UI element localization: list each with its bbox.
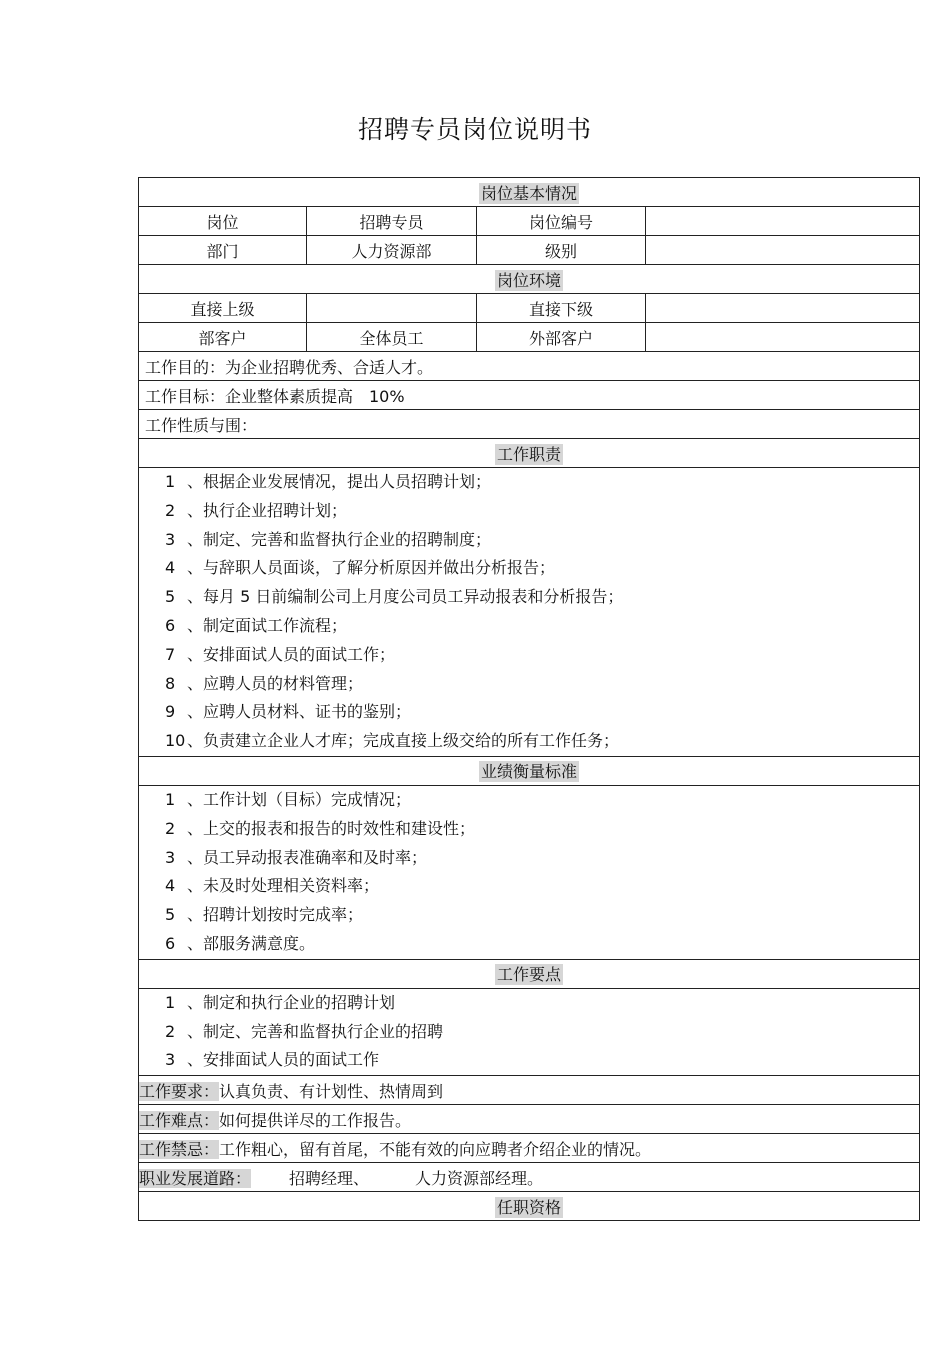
difficulty-row xyxy=(139,1105,920,1134)
dept-row xyxy=(139,236,920,265)
kpi-list xyxy=(139,785,920,959)
list-item: 2 、执行企业招聘计划； xyxy=(165,500,348,520)
list-item: 1 、根据企业发展情况，提出人员招聘计划； xyxy=(165,472,492,491)
list-item: 1 、制定和执行企业的招聘计划 xyxy=(165,992,396,1012)
career-step-1: 招聘经理、 xyxy=(289,1168,370,1188)
list-item: 3 、安排面试人员的面试工作 xyxy=(165,1050,380,1070)
taboo-text: 工作粗心，留有首尾，不能有效的向应聘者介绍企业的情况。 xyxy=(219,1139,652,1159)
nature-row xyxy=(139,410,920,439)
section-header-row xyxy=(139,959,920,988)
superior-row xyxy=(139,294,920,323)
post-code-value xyxy=(646,207,920,236)
dept-value: 人力资源部 xyxy=(307,236,477,265)
kpi-header: 业绩衡量标准 xyxy=(481,762,578,782)
section-header-row xyxy=(139,265,920,294)
post-value: 招聘专员 xyxy=(307,207,477,236)
env-header: 岗位环境 xyxy=(497,270,562,290)
post-label: 岗位 xyxy=(139,207,307,236)
list-item: 4 、未及时处理相关资料率； xyxy=(165,876,380,896)
duties-header: 工作职责 xyxy=(497,444,562,464)
list-item: 2 、上交的报表和报告的时效性和建设性； xyxy=(165,818,476,838)
keypoints-header: 工作要点 xyxy=(497,965,562,985)
list-item: 6 、制定面试工作流程； xyxy=(165,615,348,635)
dept-label: 部门 xyxy=(139,236,307,265)
taboo-label: 工作禁忌： xyxy=(139,1139,220,1159)
list-item: 3 、制定、完善和监督执行企业的招聘制度； xyxy=(165,529,492,549)
purpose-row xyxy=(139,352,920,381)
subordinate-value xyxy=(646,294,920,323)
post-code-label: 岗位编号 xyxy=(477,207,646,236)
list-item: 6 、部服务满意度。 xyxy=(165,933,316,953)
section-header-row xyxy=(139,178,920,207)
goal-row xyxy=(139,381,920,410)
post-row xyxy=(139,207,920,236)
career-label: 职业发展道路： xyxy=(139,1168,252,1188)
internal-client-label: 部客户 xyxy=(139,323,307,352)
external-client-value xyxy=(646,323,920,352)
work-purpose: 工作目的：为企业招聘优秀、合适人才。 xyxy=(139,352,920,381)
work-goal: 工作目标：企业整体素质提高 10% xyxy=(139,381,920,410)
kpi-row xyxy=(139,785,920,959)
list-item: 9 、应聘人员材料、证书的鉴别； xyxy=(165,702,412,722)
superior-value xyxy=(307,294,477,323)
keypoints-row xyxy=(139,988,920,1075)
section-header-row xyxy=(139,439,920,468)
level-label: 级别 xyxy=(477,236,646,265)
list-item: 3 、员工异动报表准确率和及时率； xyxy=(165,847,428,867)
list-item: 8 、应聘人员的材料管理； xyxy=(165,673,364,693)
taboo-row xyxy=(139,1134,920,1163)
duties-list xyxy=(139,468,920,757)
superior-label: 直接上级 xyxy=(139,294,307,323)
external-client-label: 外部客户 xyxy=(477,323,646,352)
client-row xyxy=(139,323,920,352)
list-item: 4 、与辞职人员面谈，了解分析原因并做出分析报告； xyxy=(165,558,556,578)
section-header-row xyxy=(139,756,920,785)
basic-info-header: 岗位基本情况 xyxy=(481,183,578,203)
list-item: 1 、工作计划（目标）完成情况； xyxy=(165,789,412,809)
requirement-text: 认真负责、有计划性、热情周到 xyxy=(219,1081,444,1101)
level-value xyxy=(646,236,920,265)
section-header-row xyxy=(139,1192,920,1221)
job-description-table xyxy=(138,177,920,1221)
internal-client-value: 全体员工 xyxy=(307,323,477,352)
career-row xyxy=(139,1163,920,1192)
list-item: 5 、招聘计划按时完成率； xyxy=(165,905,364,925)
qualification-header: 任职资格 xyxy=(497,1197,562,1217)
career-step-2: 人力资源部经理。 xyxy=(415,1168,544,1188)
keypoints-list xyxy=(139,988,920,1075)
difficulty-label: 工作难点： xyxy=(139,1110,220,1130)
list-item: 10 、负责建立企业人才库；完成直接上级交给的所有工作任务； xyxy=(165,731,620,751)
list-item: 5 、每月 5 日前编制公司上月度公司员工异动报表和分析报告； xyxy=(165,587,624,607)
duties-row xyxy=(139,468,920,757)
work-nature: 工作性质与围： xyxy=(139,410,920,439)
requirement-row xyxy=(139,1076,920,1105)
difficulty-text: 如何提供详尽的工作报告。 xyxy=(219,1110,412,1130)
subordinate-label: 直接下级 xyxy=(477,294,646,323)
page-title: 招聘专员岗位说明书 xyxy=(357,115,592,144)
list-item: 2 、制定、完善和监督执行企业的招聘 xyxy=(165,1021,444,1041)
requirement-label: 工作要求： xyxy=(139,1081,220,1101)
list-item: 7 、安排面试人员的面试工作； xyxy=(165,644,396,664)
